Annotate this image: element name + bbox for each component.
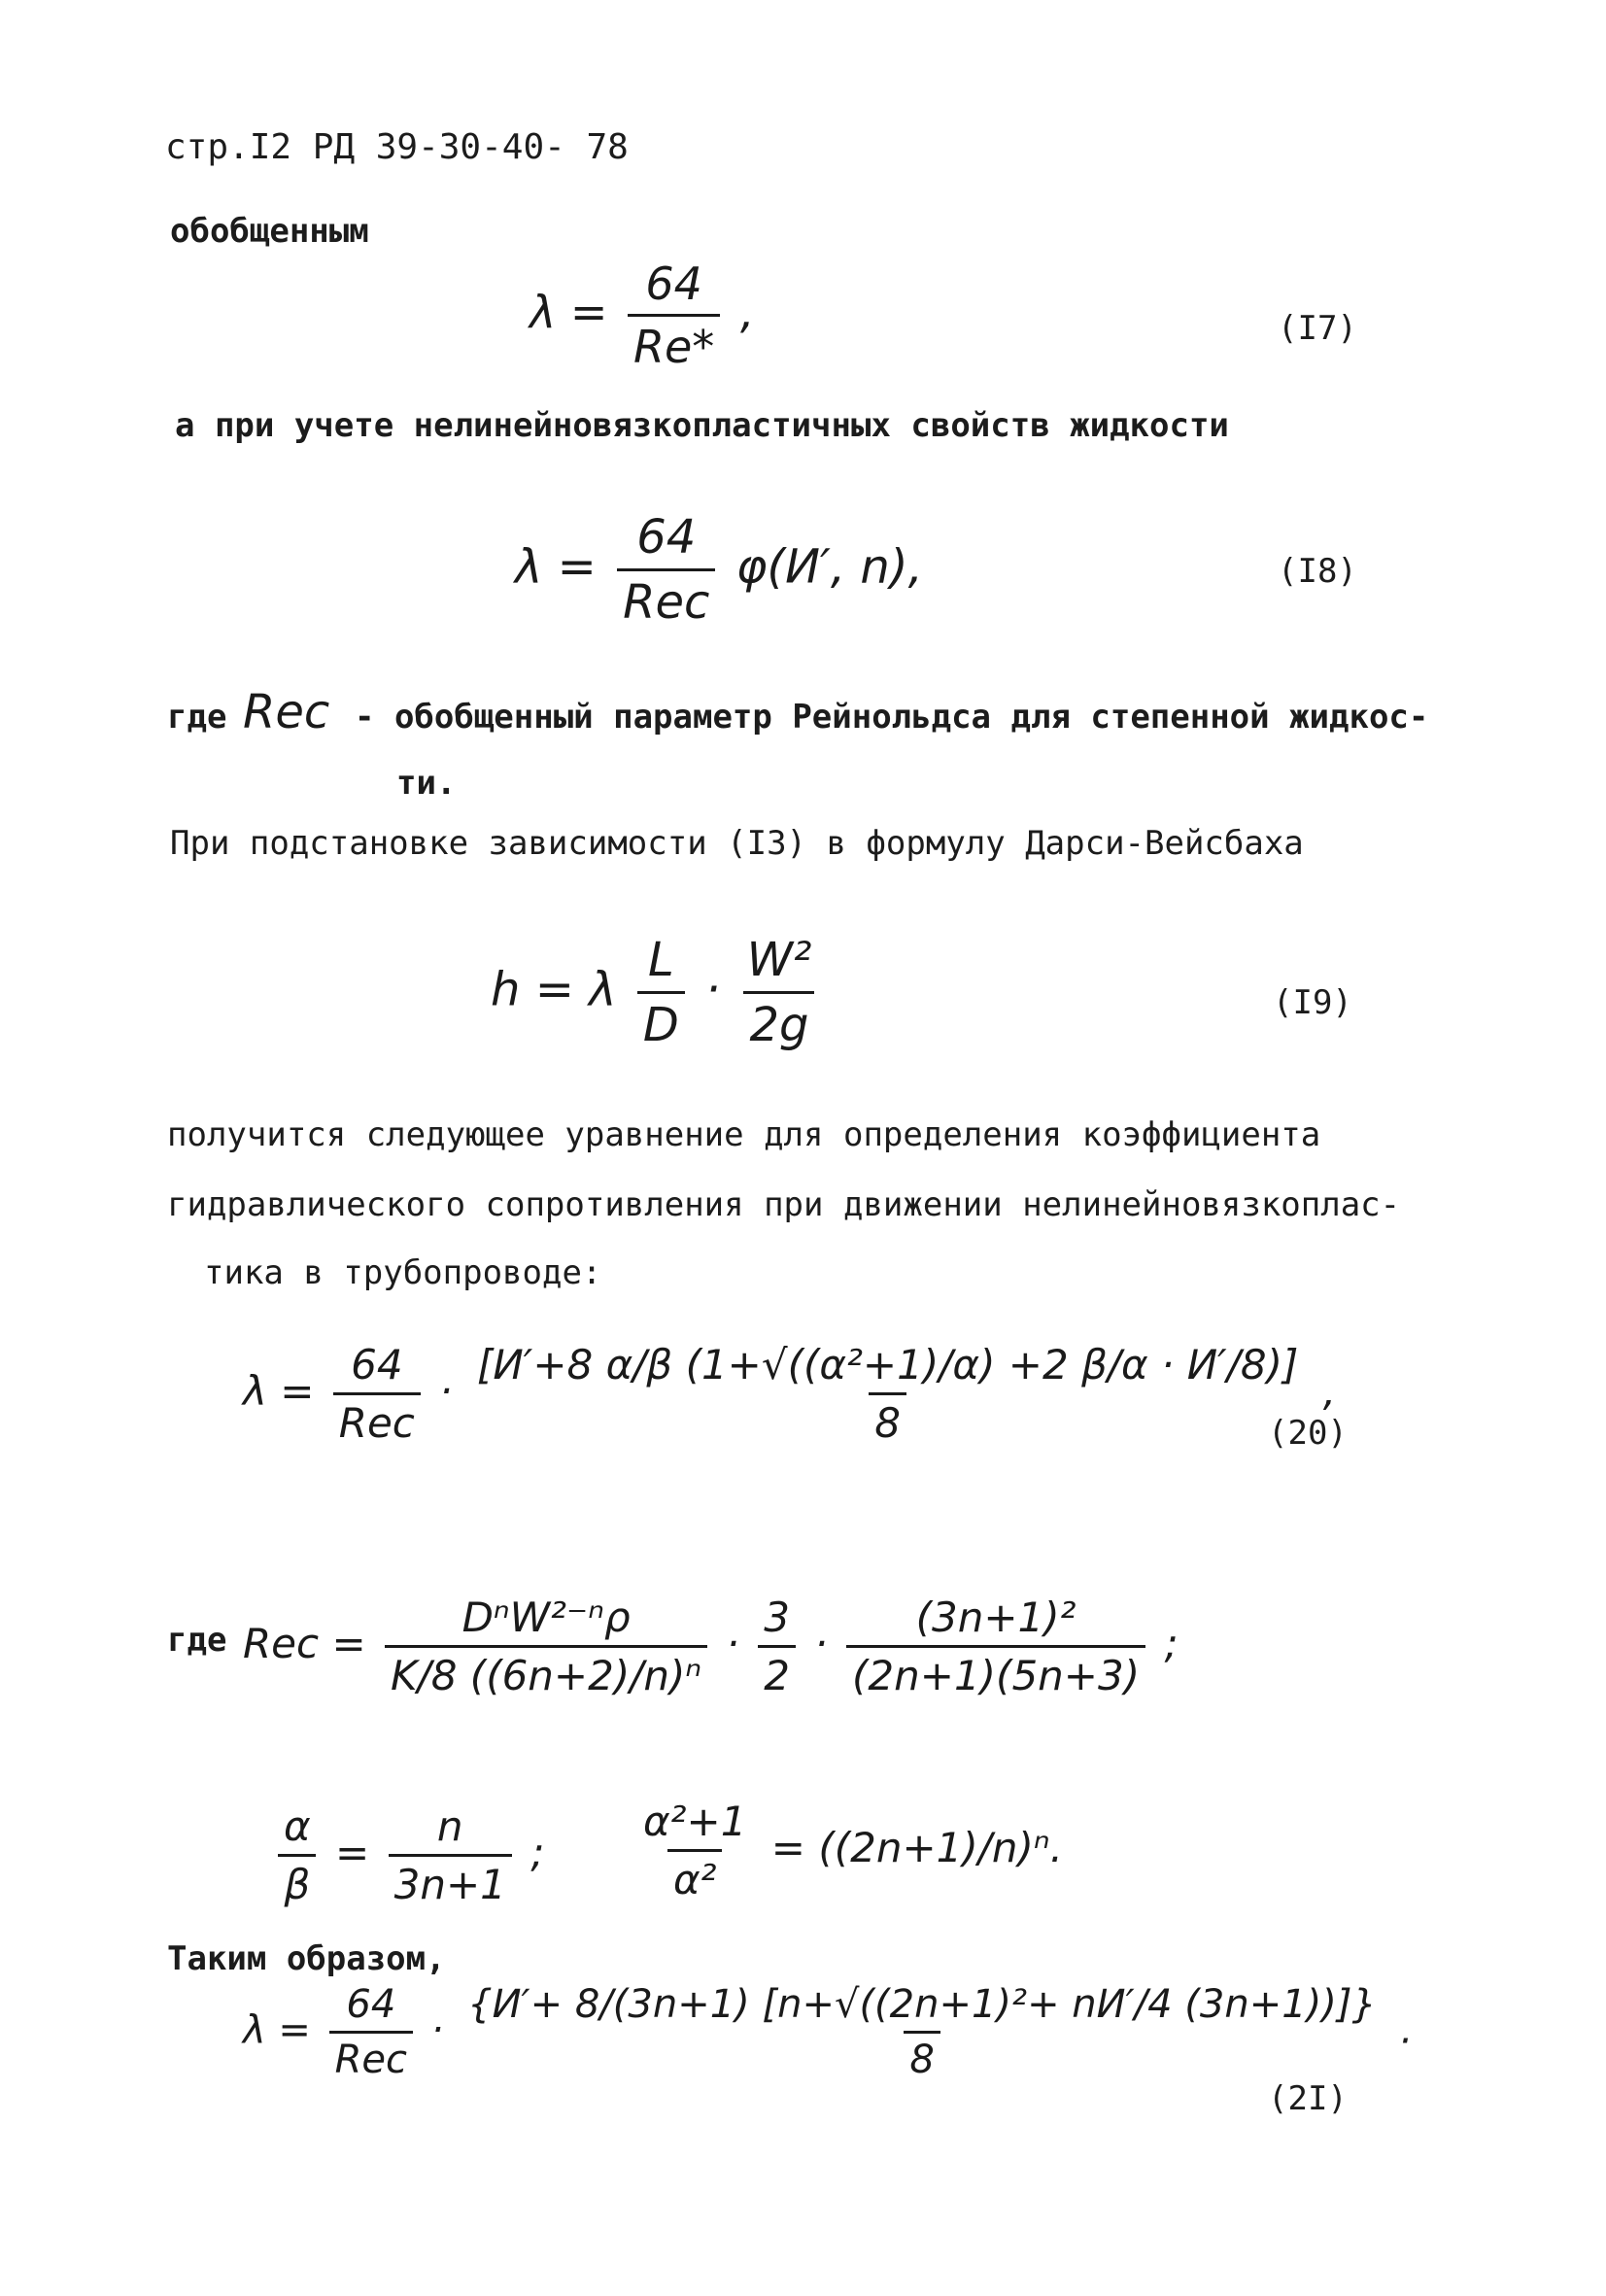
equation-number-21: (2I) (1268, 2079, 1348, 2118)
numerator: 64 (351, 1341, 403, 1388)
denominator: 2 (758, 1645, 796, 1699)
numerator: L (647, 933, 674, 987)
equals-sign: = (278, 2007, 311, 2053)
fraction (333, 1341, 421, 1447)
fraction-main (471, 1341, 1304, 1447)
denominator: 8 (869, 1392, 906, 1447)
semicolon: ; (1164, 1620, 1179, 1667)
denominator: Re* (628, 314, 720, 373)
denominator: 8 (904, 2031, 940, 2082)
dot: · (705, 962, 721, 1017)
equals-sign: = (569, 286, 608, 338)
formula-alpha-beta (272, 1802, 544, 1908)
denominator: β (278, 1854, 316, 1908)
text-result-2: гидравлического сопротивления при движении нелинейновязкоплас- (167, 1185, 1401, 1224)
lambda-symbol: λ (530, 286, 557, 338)
lambda-symbol: λ (243, 1367, 267, 1415)
text-result-1: получится следующее уравнение для определения коэффициента (167, 1115, 1321, 1154)
phi-function: φ(И′, n), (735, 539, 923, 595)
equation-number-20: (20) (1268, 1414, 1348, 1453)
rhs-power: = ((2n+1)/n)ⁿ. (770, 1824, 1064, 1871)
dot: · (726, 1620, 739, 1667)
numerator: 64 (645, 257, 702, 310)
equation-number-19: (I9) (1273, 983, 1352, 1022)
denominator: Rec (333, 1392, 421, 1447)
numerator: DⁿW²⁻ⁿρ (461, 1593, 631, 1641)
numerator: {И′+ 8/(3n+1) [n+√((2n+1)²+ nИ′/4 (3n+1))]} (467, 1982, 1377, 2027)
equation-number-18: (I8) (1278, 552, 1357, 591)
text-and-with: а при учете нелинейновязкопластичных свойств жидкости (175, 406, 1229, 445)
equals-sign: = (280, 1367, 315, 1415)
lambda-symbol: λ (515, 539, 543, 595)
denominator: 2g (743, 991, 814, 1052)
dot: · (439, 1367, 453, 1415)
fraction-rec (385, 1593, 707, 1699)
semicolon: ; (530, 1829, 545, 1876)
formula-20 (243, 1341, 1336, 1447)
formula-17 (530, 257, 755, 373)
denominator: α² (667, 1849, 723, 1903)
fraction-w-g (741, 933, 818, 1052)
denominator: 3n+1 (389, 1854, 512, 1908)
formula-19 (491, 933, 823, 1052)
h-symbol: h (491, 962, 521, 1017)
text-result-3: тика в трубопроводе: (204, 1253, 602, 1292)
denominator: K/8 ((6n+2)/n)ⁿ (385, 1645, 707, 1699)
formula-18 (515, 510, 923, 630)
re-c-symbol: Rec (243, 1620, 320, 1667)
fraction-l-d (637, 933, 685, 1052)
fraction-alpha-beta (278, 1802, 317, 1908)
denominator: (2n+1)(5n+3) (846, 1645, 1145, 1699)
numerator: (3n+1)² (915, 1593, 1076, 1641)
text-rec-desc-2: ти. (396, 764, 457, 803)
numerator: 3 (764, 1593, 790, 1641)
numerator: W² (746, 933, 812, 987)
denominator: Rec (617, 568, 715, 630)
numerator: α (284, 1802, 311, 1850)
lambda-symbol: λ (589, 962, 617, 1017)
fraction-n (846, 1593, 1145, 1699)
numerator: 64 (636, 510, 697, 565)
numerator: [И′+8 α/β (1+√((α²+1)/α) +2 β/α · И′/8)] (476, 1341, 1299, 1388)
text-substitution: При подстановке зависимости (I3) в формулу Дарси-Вейсбаха (170, 824, 1304, 863)
formula-alpha-power (632, 1798, 1063, 1903)
text-generalized: обобщенным (170, 212, 369, 251)
fraction-n-3n1 (389, 1802, 512, 1908)
equals-sign: = (331, 1620, 366, 1667)
comma: , (739, 286, 755, 338)
comma: , (1322, 1367, 1337, 1415)
denominator: Rec (329, 2031, 413, 2082)
numerator: α²+1 (643, 1798, 747, 1845)
formula-21 (243, 1982, 1413, 2082)
page-header: стр.I2 РД 39-30-40- 78 (165, 127, 629, 167)
equals-sign: = (335, 1829, 370, 1876)
fraction-alpha (637, 1798, 752, 1903)
fraction (628, 257, 720, 373)
dot: . (1400, 2007, 1414, 2053)
dot: · (430, 2007, 444, 2053)
fraction (617, 510, 715, 630)
text-rec-desc-1: - обобщенный параметр Рейнольдса для степенной жидкос- (355, 698, 1429, 737)
dot: · (814, 1620, 828, 1667)
text-where-2: где (167, 1621, 227, 1660)
lambda-symbol: λ (243, 2007, 266, 2053)
denominator: D (637, 991, 685, 1052)
fraction-3-2 (758, 1593, 796, 1699)
text-where-1: где (167, 698, 227, 737)
re-c-symbol: Rec (243, 685, 330, 739)
numerator: n (436, 1802, 463, 1850)
equation-number-17: (I7) (1278, 309, 1357, 348)
text-thus: Таким образом, (167, 1939, 446, 1978)
fraction-main (461, 1982, 1383, 2082)
formula-rec-def (243, 1593, 1179, 1699)
fraction (329, 1982, 413, 2082)
equals-sign: = (557, 539, 597, 595)
numerator: 64 (346, 1982, 396, 2027)
equals-sign: = (534, 962, 574, 1017)
